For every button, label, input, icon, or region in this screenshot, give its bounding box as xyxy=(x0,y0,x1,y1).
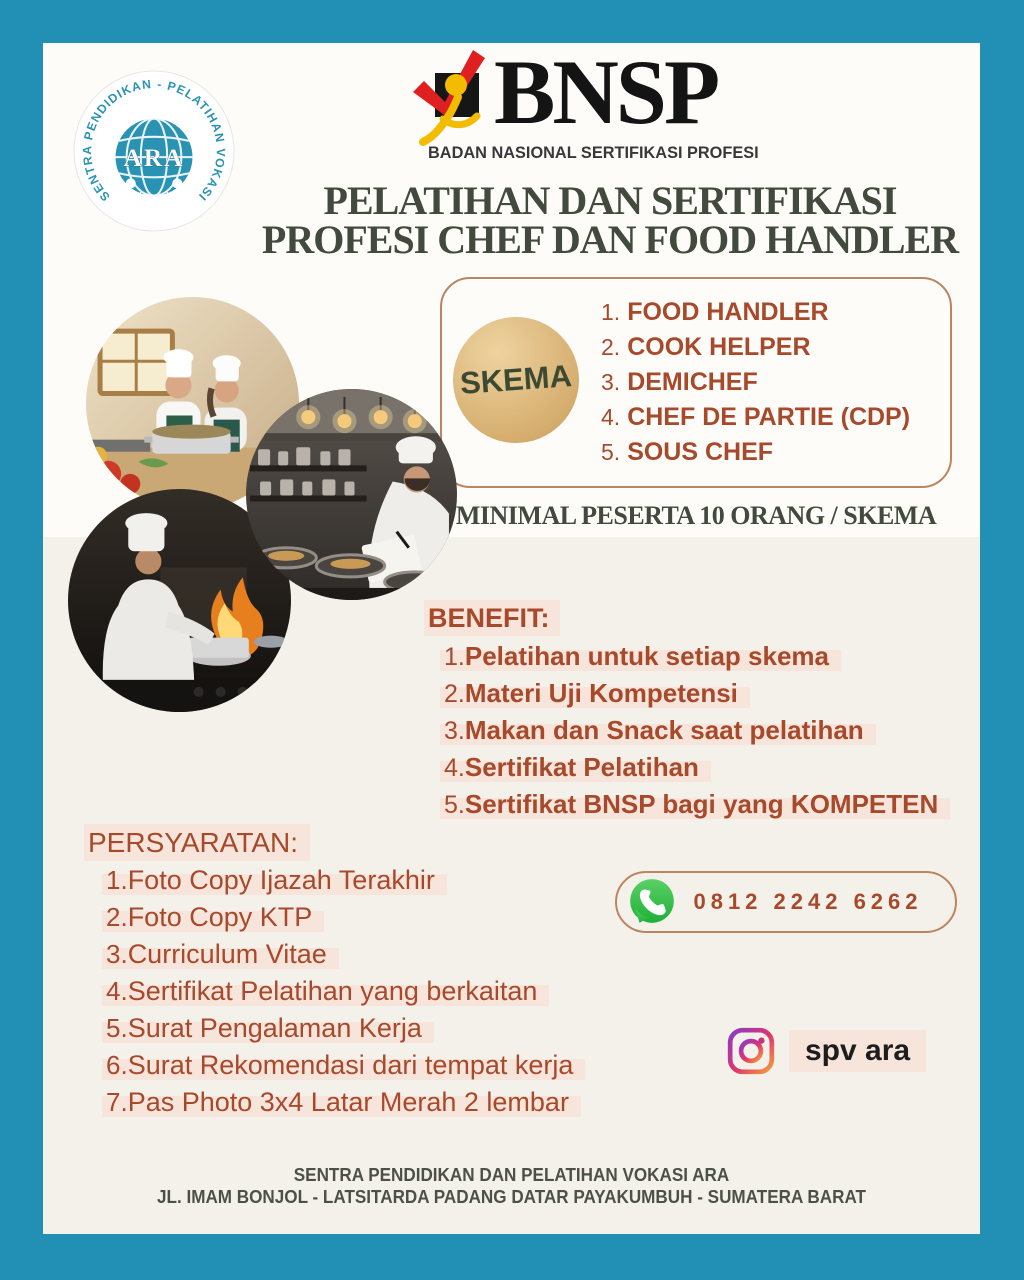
benefit-item: 5.Sertifikat BNSP bagi yang KOMPETEN xyxy=(424,789,950,826)
persyaratan-item: 2.Foto Copy KTP xyxy=(84,902,585,939)
skema-item: 2. COOK HELPER xyxy=(601,333,811,361)
minimum-participants-note: MINIMAL PESERTA 10 ORANG / SKEMA xyxy=(455,501,937,530)
skema-item: 4. CHEF DE PARTIE (CDP) xyxy=(601,403,911,431)
bnsp-check-figure-icon xyxy=(413,47,497,149)
benefit-heading: BENEFIT: xyxy=(424,603,560,634)
benefit-item: 1.Pelatihan untuk setiap skema xyxy=(424,641,950,678)
persyaratan-item: 5.Surat Pengalaman Kerja xyxy=(84,1013,585,1050)
persyaratan-item: 3.Curriculum Vitae xyxy=(84,939,585,976)
title-line-1: PELATIHAN DAN SERTIFIKASI xyxy=(323,178,897,223)
logo-center-text: ARA xyxy=(123,144,185,173)
logo-ring-text: SENTRA PENDIDIKAN - PELATIHAN VOKASI xyxy=(80,77,228,204)
photo-chef-writing-checklist xyxy=(246,389,457,600)
title-line-2: PROFESI CHEF DAN FOOD HANDLER xyxy=(261,217,959,262)
persyaratan-list xyxy=(84,865,585,1124)
benefit-list xyxy=(424,641,950,826)
footer-address xyxy=(43,1164,980,1208)
skema-item: 5. SOUS CHEF xyxy=(601,438,774,466)
persyaratan-item: 7.Pas Photo 3x4 Latar Merah 2 lembar xyxy=(84,1087,585,1124)
instagram-icon xyxy=(726,1026,776,1076)
poster-title xyxy=(240,178,980,262)
whatsapp-contact[interactable] xyxy=(615,871,957,933)
ara-vokasi-logo xyxy=(73,70,235,232)
instagram-handle: spv ara xyxy=(789,1030,926,1072)
benefit-item: 4.Sertifikat Pelatihan xyxy=(424,752,950,789)
bnsp-subtitle: BADAN NASIONAL SERTIFIKASI PROFESI xyxy=(428,143,759,162)
instagram-contact[interactable] xyxy=(726,1026,926,1076)
skema-list xyxy=(601,295,910,470)
footer-line-1: SENTRA PENDIDIKAN DAN PELATIHAN VOKASI ARA xyxy=(293,1165,730,1185)
benefit-item: 2.Materi Uji Kompetensi xyxy=(424,678,950,715)
skema-item: 3. DEMICHEF xyxy=(601,368,758,396)
globe-people-icon xyxy=(73,70,235,232)
persyaratan-item: 6.Surat Rekomendasi dari tempat kerja xyxy=(84,1050,585,1087)
persyaratan-item: 4.Sertifikat Pelatihan yang berkaitan xyxy=(84,976,585,1013)
skema-item: 1. FOOD HANDLER xyxy=(601,298,829,326)
skema-badge-label: SKEMA xyxy=(458,358,574,401)
bnsp-wordmark: BNSP xyxy=(494,41,718,143)
footer-line-2: JL. IMAM BONJOL - LATSITARDA PADANG DATAR PAYAKUMBUH - SUMATERA BARAT xyxy=(156,1187,866,1207)
whatsapp-number: 0812 2242 6262 xyxy=(693,889,923,914)
persyaratan-heading: PERSYARATAN: xyxy=(84,827,310,859)
whatsapp-icon xyxy=(627,877,677,927)
persyaratan-item: 1.Foto Copy Ijazah Terakhir xyxy=(84,865,585,902)
benefit-item: 3.Makan dan Snack saat pelatihan xyxy=(424,715,950,752)
skema-badge xyxy=(453,317,579,443)
